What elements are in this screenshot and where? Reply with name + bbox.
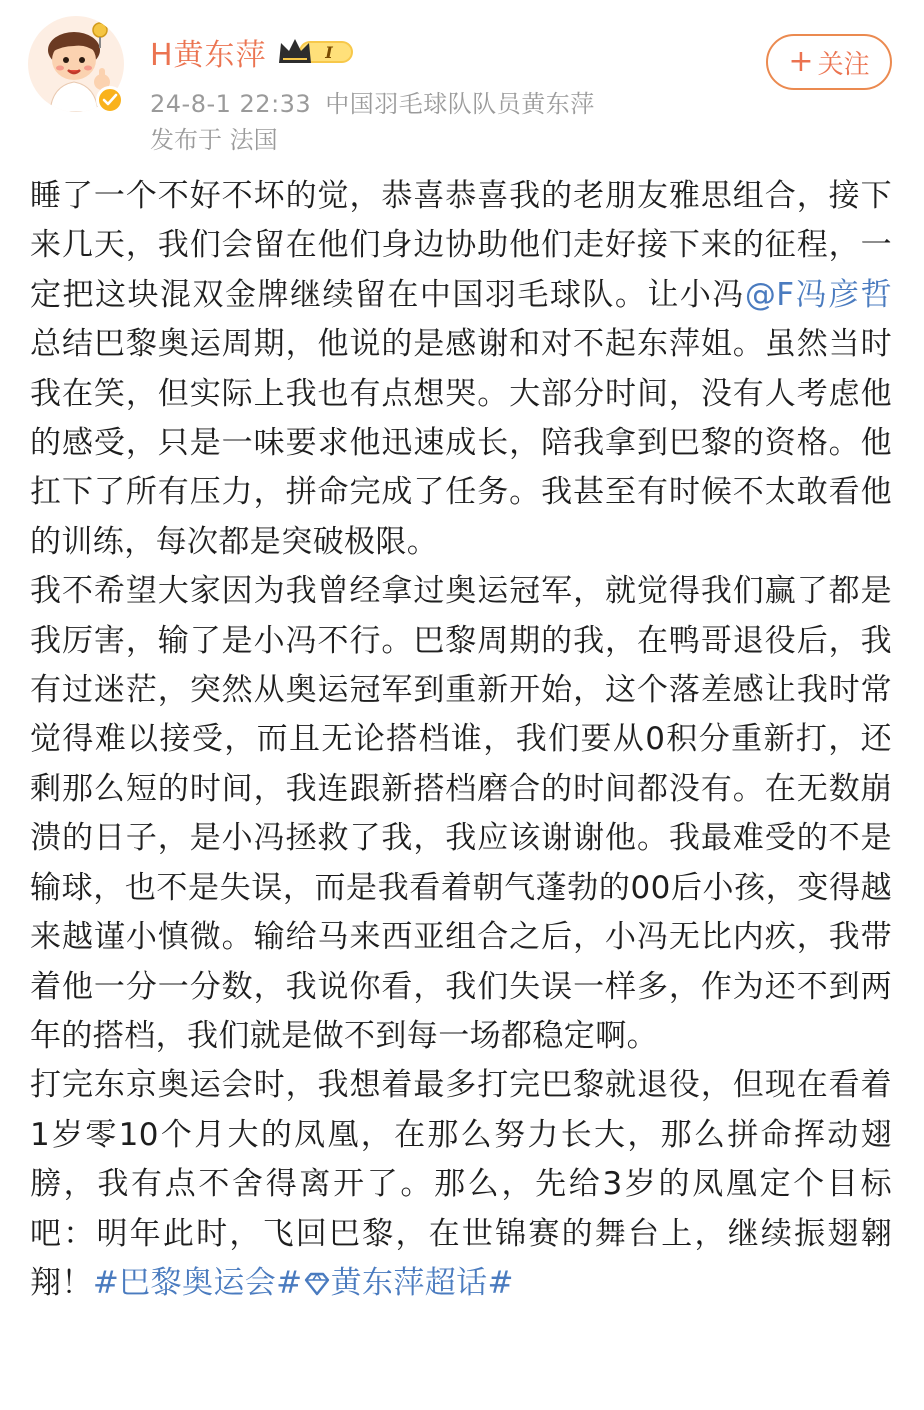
post-content bbox=[30, 172, 892, 1308]
post-source: 中国羽毛球队队员黄东萍 bbox=[325, 90, 595, 118]
super-topic-link[interactable] bbox=[303, 1265, 514, 1301]
super-topic-label: 黄东萍超话# bbox=[330, 1264, 514, 1301]
post-timestamp: 24-8-1 22:33 bbox=[150, 90, 312, 118]
avatar[interactable] bbox=[28, 16, 124, 112]
post-location: 发布于 法国 bbox=[150, 126, 278, 154]
topic-link[interactable]: #巴黎奥运会# bbox=[92, 1264, 303, 1301]
post-paragraph bbox=[30, 1061, 892, 1308]
post-header bbox=[0, 0, 924, 160]
post-meta bbox=[150, 84, 595, 119]
post-text: 睡了一个不好不坏的觉，恭喜恭喜我的老朋友雅思组合，接下来几天，我们会留在他们身边协助他们走好接下来的征程，一定把这块混双金牌继续留在中国羽毛球队。让小冯 bbox=[30, 178, 892, 313]
post-paragraph bbox=[30, 172, 892, 567]
verified-badge-icon bbox=[96, 86, 124, 114]
user-name[interactable]: H黄东萍 bbox=[150, 38, 267, 73]
plus-icon: + bbox=[788, 44, 814, 79]
vip-badge[interactable] bbox=[277, 35, 357, 69]
vip-level: I bbox=[324, 43, 333, 62]
diamond-icon bbox=[303, 1272, 331, 1296]
name-row bbox=[150, 30, 357, 74]
post-text: 打完东京奥运会时，我想着最多打完巴黎就退役，但现在看着1岁零10个月大的凤凰，在那么努力长大，那么拼命挥动翅膀，我有点不舍得离开了。那么，先给3岁的凤凰定个目标吧：明年此时，飞回巴黎，在世锦赛的舞台上，继续振翅翱翔！ bbox=[30, 1067, 892, 1301]
follow-button[interactable] bbox=[766, 34, 892, 90]
post-paragraph: 我不希望大家因为我曾经拿过奥运冠军，就觉得我们赢了都是我厉害，输了是小冯不行。巴黎周期的我，在鸭哥退役后，我有过迷茫，突然从奥运冠军到重新开始，这个落差感让我时常觉得难以接受，而且无论搭档谁，我们要从0积分重新打，还剩那么短的时间，我连跟新搭档磨合的时间都没有。在无数崩溃的日子，是小冯拯救了我，我应该谢谢他。我最难受的不是输球，也不是失误，而是我看着朝气蓬勃的00后小孩，变得越来越谨小慎微。输给马来西亚组合之后，小冯无比内疚，我带着他一分一分数，我说你看，我们失误一样多，作为还不到两年的搭档，我们就是做不到每一场都稳定啊。 bbox=[30, 573, 892, 1054]
post-text: 总结巴黎奥运周期，他说的是感谢和对不起东萍姐。虽然当时我在笑，但实际上我也有点想哭。大部分时间，没有人考虑他的感受，只是一味要求他迅速成长，陪我拿到巴黎的资格。他扛下了所有压力，拼命完成了任务。我甚至有时候不太敢看他的训练，每次都是突破极限。 bbox=[30, 326, 892, 560]
mention-link[interactable]: @F冯彦哲 bbox=[744, 276, 892, 313]
follow-button-label: 关注 bbox=[817, 49, 870, 80]
